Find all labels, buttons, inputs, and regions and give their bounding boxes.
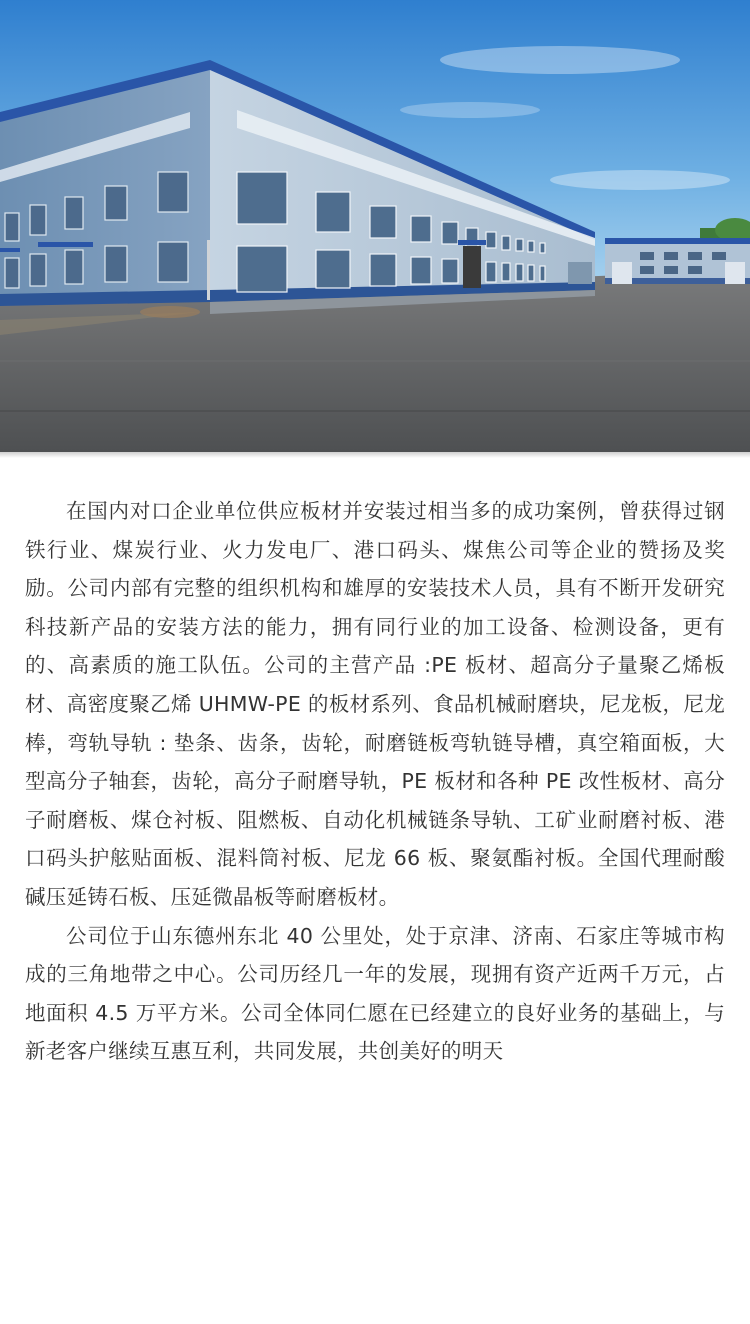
paragraph-intro: 在国内对口企业单位供应板材并安装过相当多的成功案例，曾获得过钢铁行业、煤炭行业、火力发电厂、港口码头、煤焦公司等企业的赞扬及奖励。公司内部有完整的组织机构和雄厚的安装技术人员，具有不断开发研究科技新产品的安装方法的能力，拥有同行业的加工设备、检测设备，更有的、高素质的施工队伍。公司的主营产品 :PE 板材、超高分子量聚乙烯板材、高密度聚乙烯 UHMW-PE 的板材系列、食品机械耐磨块，尼龙板，尼龙棒，弯轨导轨 : 垫条、齿条，齿轮，耐磨链板弯轨链导槽，真空箱面板，大型高分子轴套，齿轮，高分子耐磨导轨，PE 板材和各种 PE 改性板材、高分子耐磨板、煤仓衬板、阻燃板、自动化机械链条导轨、工矿业耐磨衬板、港口码头护舷贴面板、混料筒衬板、尼龙 66 板、聚氨酯衬板。全国代理耐酸碱压延铸石板、压延微晶板等耐磨板材。 [25, 499, 725, 909]
paragraph-location: 公司位于山东德州东北 40 公里处，处于京津、济南、石家庄等城市构成的三角地带之中心。公司历经几一年的发展，现拥有资产近两千万元，占地面积 4.5 万平方米。公司全体同仁愿在已经建立的良好业务的基础上，与新老客户继续互惠互利，共同发展，共创美好的明天 [25, 923, 725, 1064]
factory-building-photo-icon [0, 0, 750, 452]
factory-photo [0, 0, 750, 452]
company-description [25, 492, 725, 1071]
photo-divider [0, 452, 750, 458]
